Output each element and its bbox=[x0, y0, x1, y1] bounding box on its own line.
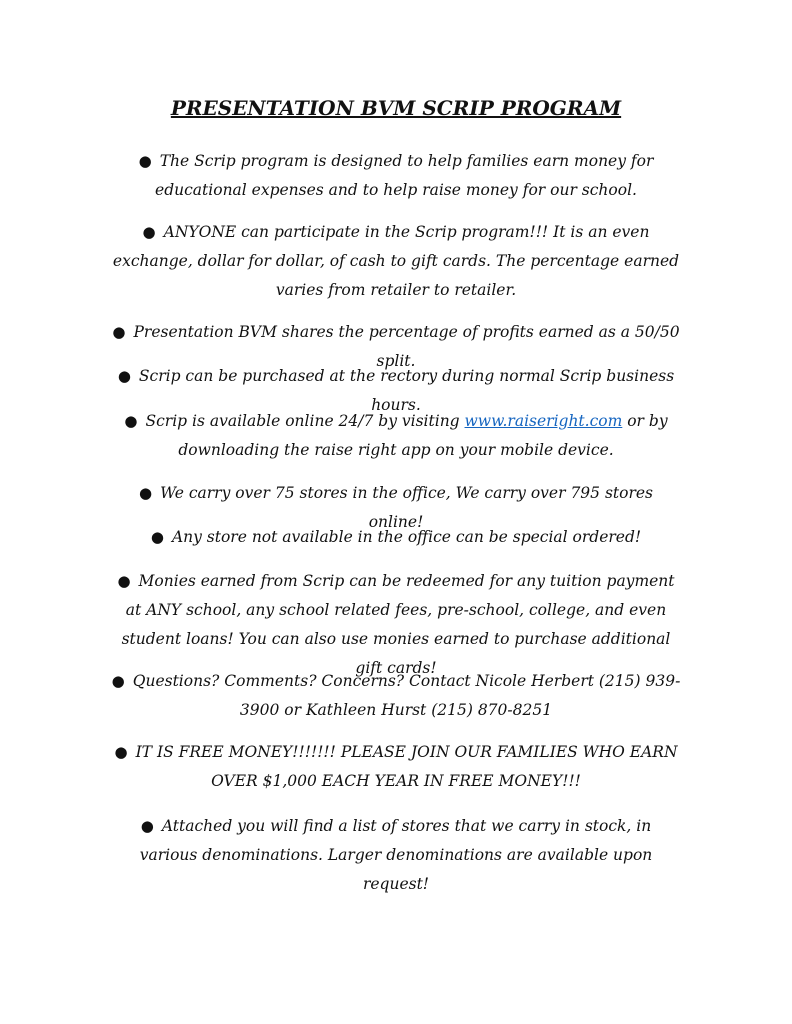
list-item-text: ANYONE can participate in the Scrip program!!! It is an even exchange, dollar for dollar, of cash to gift cards. The percentage earned varies from retailer to retailer. bbox=[112, 223, 680, 299]
bullet-icon: ● bbox=[138, 484, 153, 502]
list-item-text: The Scrip program is designed to help families earn money for educational expenses and to help raise money for our school. bbox=[155, 152, 654, 199]
list-item bbox=[110, 567, 682, 683]
page-title: PRESENTATION BVM SCRIP PROGRAM bbox=[170, 96, 622, 120]
list-item-text: Attached you will find a list of stores that we carry in stock, in various denominations. Larger denominations are available upon request! bbox=[139, 817, 653, 893]
list-item bbox=[110, 218, 682, 305]
list-item-text: Presentation BVM shares the percentage of profits earned as a 50/50 split. bbox=[133, 323, 680, 370]
list-item-text: Any store not available in the office can be special ordered! bbox=[171, 528, 642, 546]
bullet-icon: ● bbox=[111, 672, 125, 690]
bullet-icon: ● bbox=[117, 572, 131, 590]
raiseright-link[interactable]: www.raiseright.com bbox=[464, 412, 623, 430]
bullet-icon: ● bbox=[140, 817, 154, 835]
list-item-text: IT IS FREE MONEY!!!!!!! PLEASE JOIN OUR FAMILIES WHO EARN OVER $1,000 EACH YEAR IN FREE MONEY!!! bbox=[135, 743, 678, 790]
bullet-icon: ● bbox=[138, 152, 152, 170]
list-item-text: Monies earned from Scrip can be redeemed for any tuition payment at ANY school, any school related fees, pre-school, college, and even student loans! You can also use monies earned to purchase additional gift cards! bbox=[121, 572, 675, 677]
bullet-icon: ● bbox=[124, 412, 138, 430]
list-item bbox=[110, 407, 682, 465]
list-item bbox=[110, 667, 682, 725]
bullet-icon: ● bbox=[117, 367, 131, 385]
list-item-text: We carry over 75 stores in the office, We carry over 795 stores online! bbox=[160, 484, 654, 531]
list-item-text: Scrip is available online 24/7 by visiting bbox=[145, 412, 465, 430]
bullet-icon: ● bbox=[142, 223, 156, 241]
list-item-text: Questions? Comments? Concerns? Contact Nicole Herbert (215) 939-3900 or Kathleen Hurst (215) 870-8251 bbox=[132, 672, 681, 719]
bullet-icon: ● bbox=[112, 323, 126, 341]
list-item bbox=[110, 738, 682, 796]
list-item bbox=[110, 147, 682, 205]
list-item bbox=[110, 812, 682, 899]
list-item-text: Scrip can be purchased at the rectory during normal Scrip business hours. bbox=[138, 367, 675, 414]
list-item bbox=[110, 523, 682, 552]
bullet-icon: ● bbox=[114, 743, 128, 761]
bullet-icon: ● bbox=[150, 528, 164, 546]
list-item-text: or by downloading the raise right app on your mobile device. bbox=[178, 412, 668, 459]
